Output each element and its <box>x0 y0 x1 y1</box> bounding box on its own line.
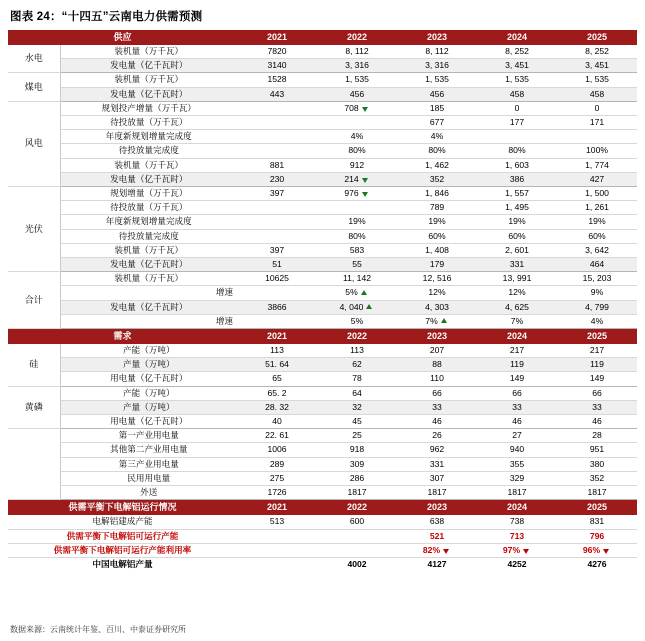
table-row <box>8 429 637 443</box>
data-cell <box>317 201 397 215</box>
row-label: 发电量（亿千瓦时） <box>60 300 237 314</box>
header-year-2021: 2021 <box>237 30 317 45</box>
data-cell: 458 <box>477 87 557 101</box>
data-cell: 5% <box>317 314 397 328</box>
data-cell: 8, 112 <box>397 45 477 59</box>
row-label: 增速 <box>60 286 237 300</box>
header-category-label: 供应 <box>8 30 237 45</box>
data-cell: 638 <box>397 515 477 529</box>
data-cell: 9% <box>557 286 637 300</box>
data-cell: 3, 642 <box>557 243 637 257</box>
data-cell: 677 <box>397 116 477 130</box>
data-cell: 66 <box>557 386 637 400</box>
row-group-label <box>8 429 60 500</box>
data-cell: 65. 2 <box>237 386 317 400</box>
table-row <box>8 158 637 172</box>
data-cell <box>237 286 317 300</box>
data-cell: 12% <box>397 286 477 300</box>
data-cell <box>237 529 317 543</box>
row-group-label: 水电 <box>8 45 60 73</box>
data-cell: 4, 625 <box>477 300 557 314</box>
data-cell: 8, 112 <box>317 45 397 59</box>
down-arrow-icon <box>603 549 609 554</box>
table-row <box>8 45 637 59</box>
data-cell: 214 <box>317 172 397 186</box>
data-cell <box>237 116 317 130</box>
row-group-label: 风电 <box>8 101 60 186</box>
data-cell: 46 <box>477 415 557 429</box>
data-cell: 5% <box>317 286 397 300</box>
row-group-label: 硅 <box>8 344 60 386</box>
table-row <box>8 515 637 529</box>
table-row <box>8 400 637 414</box>
table-row <box>8 272 637 286</box>
table-row <box>8 87 637 101</box>
table-header-row <box>8 329 637 345</box>
data-cell: 1, 500 <box>557 187 637 201</box>
down-arrow-icon <box>523 549 529 554</box>
header-year-2022: 2022 <box>317 30 397 45</box>
row-label: 装机量（万千瓦） <box>60 45 237 59</box>
data-cell: 796 <box>557 529 637 543</box>
data-cell <box>317 116 397 130</box>
table-row <box>8 130 637 144</box>
data-cell: 275 <box>237 471 317 485</box>
data-cell: 1, 535 <box>397 73 477 87</box>
header-year-2024: 2024 <box>477 329 557 345</box>
data-cell: 19% <box>397 215 477 229</box>
data-cell: 46 <box>557 415 637 429</box>
data-cell: 1817 <box>317 486 397 500</box>
data-cell: 149 <box>557 372 637 386</box>
row-label: 待投放量完成度 <box>60 144 237 158</box>
data-cell: 1, 462 <box>397 158 477 172</box>
row-label: 年度新规划增量完成度 <box>60 215 237 229</box>
data-cell: 600 <box>317 515 397 529</box>
page-title: 图表 24：“十四五”云南电力供需预测 <box>10 11 203 23</box>
row-label: 装机量（万千瓦） <box>60 158 237 172</box>
row-label: 装机量（万千瓦） <box>60 243 237 257</box>
table-row <box>8 486 637 500</box>
data-cell: 60% <box>397 229 477 243</box>
data-cell: 3866 <box>237 300 317 314</box>
table-row <box>8 73 637 87</box>
data-cell: 88 <box>397 358 477 372</box>
row-group-label: 黄磷 <box>8 386 60 429</box>
header-year-2025: 2025 <box>557 30 637 45</box>
header-year-2022: 2022 <box>317 500 397 516</box>
data-cell: 46 <box>397 415 477 429</box>
data-cell: 1817 <box>557 486 637 500</box>
header-year-2022: 2022 <box>317 329 397 345</box>
data-cell: 65 <box>237 372 317 386</box>
data-cell: 100% <box>557 144 637 158</box>
row-label: 规划增量（万千瓦） <box>60 187 237 201</box>
data-cell: 177 <box>477 116 557 130</box>
data-cell: 82% <box>397 543 477 557</box>
data-cell: 185 <box>397 101 477 115</box>
data-cell: 3, 451 <box>477 59 557 73</box>
data-cell: 12% <box>477 286 557 300</box>
data-cell: 3, 316 <box>317 59 397 73</box>
data-cell <box>237 130 317 144</box>
data-cell: 62 <box>317 358 397 372</box>
row-label: 外送 <box>60 486 237 500</box>
data-cell: 8, 252 <box>557 45 637 59</box>
table-row <box>8 229 637 243</box>
data-cell: 7% <box>477 314 557 328</box>
table-row <box>8 386 637 400</box>
data-cell: 397 <box>237 243 317 257</box>
data-cell <box>557 130 637 144</box>
table-row <box>8 415 637 429</box>
table-row <box>8 557 637 571</box>
table-row <box>8 187 637 201</box>
data-cell: 33 <box>477 400 557 414</box>
up-arrow-icon <box>361 290 367 295</box>
down-arrow-icon <box>362 192 368 197</box>
data-cell: 217 <box>557 344 637 358</box>
data-cell: 331 <box>477 258 557 272</box>
down-arrow-icon <box>443 549 449 554</box>
row-group-label: 光伏 <box>8 187 60 272</box>
header-year-2025: 2025 <box>557 500 637 516</box>
data-cell: 962 <box>397 443 477 457</box>
data-cell: 4, 040 <box>317 300 397 314</box>
data-cell <box>237 314 317 328</box>
data-cell: 207 <box>397 344 477 358</box>
table-row <box>8 543 637 557</box>
data-cell: 119 <box>477 358 557 372</box>
data-cell: 1, 535 <box>317 73 397 87</box>
data-cell: 4, 799 <box>557 300 637 314</box>
table-row <box>8 471 637 485</box>
data-cell: 881 <box>237 158 317 172</box>
row-label: 待投放量（万千瓦） <box>60 201 237 215</box>
data-cell: 1, 557 <box>477 187 557 201</box>
data-cell: 80% <box>477 144 557 158</box>
row-label: 产量（万吨） <box>60 358 237 372</box>
data-cell: 1, 535 <box>477 73 557 87</box>
table-header-row <box>8 500 637 516</box>
data-cell: 80% <box>397 144 477 158</box>
data-cell: 78 <box>317 372 397 386</box>
data-cell: 456 <box>317 87 397 101</box>
row-label: 发电量（亿千瓦时） <box>60 87 237 101</box>
header-year-2023: 2023 <box>397 329 477 345</box>
table-row <box>8 529 637 543</box>
data-cell: 4276 <box>557 557 637 571</box>
data-cell: 3, 451 <box>557 59 637 73</box>
header-category-label: 供需平衡下电解铝运行情况 <box>8 500 237 516</box>
down-arrow-icon <box>362 107 368 112</box>
data-cell: 4002 <box>317 557 397 571</box>
row-label: 第三产业用电量 <box>60 457 237 471</box>
data-cell: 355 <box>477 457 557 471</box>
data-cell: 918 <box>317 443 397 457</box>
data-cell: 951 <box>557 443 637 457</box>
row-label: 民用用电量 <box>60 471 237 485</box>
table-row <box>8 443 637 457</box>
data-cell: 331 <box>397 457 477 471</box>
data-cell: 1817 <box>397 486 477 500</box>
data-cell: 713 <box>477 529 557 543</box>
table-row <box>8 144 637 158</box>
table-row <box>8 172 637 186</box>
data-cell: 521 <box>397 529 477 543</box>
up-arrow-icon <box>441 318 447 323</box>
data-cell: 27 <box>477 429 557 443</box>
data-cell: 289 <box>237 457 317 471</box>
data-cell: 119 <box>557 358 637 372</box>
data-cell: 708 <box>317 101 397 115</box>
up-arrow-icon <box>366 304 372 309</box>
row-label: 供需平衡下电解铝可运行产能利用率 <box>8 543 237 557</box>
header-year-2021: 2021 <box>237 329 317 345</box>
row-label: 产能（万吨） <box>60 344 237 358</box>
data-cell: 15, 203 <box>557 272 637 286</box>
data-cell: 4% <box>317 130 397 144</box>
table-row <box>8 201 637 215</box>
data-cell: 64 <box>317 386 397 400</box>
row-label: 发电量（亿千瓦时） <box>60 59 237 73</box>
data-cell: 26 <box>397 429 477 443</box>
header-year-2025: 2025 <box>557 329 637 345</box>
data-cell <box>317 529 397 543</box>
data-cell: 3140 <box>237 59 317 73</box>
data-cell: 4127 <box>397 557 477 571</box>
data-cell: 583 <box>317 243 397 257</box>
data-cell: 4252 <box>477 557 557 571</box>
data-cell: 13, 991 <box>477 272 557 286</box>
data-cell: 66 <box>477 386 557 400</box>
data-cell: 1, 774 <box>557 158 637 172</box>
data-cell: 32 <box>317 400 397 414</box>
data-cell: 66 <box>397 386 477 400</box>
source-note: 数据来源：云南统计年鉴、百川、中泰证券研究所 <box>10 625 186 634</box>
table-row <box>8 258 637 272</box>
data-cell: 3, 316 <box>397 59 477 73</box>
data-cell: 307 <box>397 471 477 485</box>
header-year-2024: 2024 <box>477 30 557 45</box>
data-cell: 28. 32 <box>237 400 317 414</box>
data-cell: 912 <box>317 158 397 172</box>
table-row <box>8 215 637 229</box>
data-cell: 51 <box>237 258 317 272</box>
data-cell: 738 <box>477 515 557 529</box>
row-label: 用电量（亿千瓦时） <box>60 415 237 429</box>
data-cell <box>237 543 317 557</box>
data-cell: 976 <box>317 187 397 201</box>
data-cell: 329 <box>477 471 557 485</box>
data-cell: 4, 303 <box>397 300 477 314</box>
row-label: 待投放量完成度 <box>60 229 237 243</box>
row-label: 电解铝建成产能 <box>8 515 237 529</box>
table-row <box>8 344 637 358</box>
data-cell: 1006 <box>237 443 317 457</box>
row-label: 规划投产增量（万千瓦） <box>60 101 237 115</box>
data-cell: 230 <box>237 172 317 186</box>
data-cell: 11, 142 <box>317 272 397 286</box>
data-cell <box>237 557 317 571</box>
row-label: 增速 <box>60 314 237 328</box>
row-label: 发电量（亿千瓦时） <box>60 258 237 272</box>
data-cell: 97% <box>477 543 557 557</box>
table-row <box>8 116 637 130</box>
data-cell: 4% <box>557 314 637 328</box>
data-cell: 60% <box>557 229 637 243</box>
row-group-label: 合计 <box>8 272 60 329</box>
table-row <box>8 372 637 386</box>
data-cell: 60% <box>477 229 557 243</box>
data-cell: 80% <box>317 144 397 158</box>
data-cell: 179 <box>397 258 477 272</box>
table-row <box>8 457 637 471</box>
data-cell: 217 <box>477 344 557 358</box>
data-cell <box>237 201 317 215</box>
data-cell: 1817 <box>477 486 557 500</box>
data-cell: 113 <box>317 344 397 358</box>
data-cell: 4% <box>397 130 477 144</box>
data-cell: 110 <box>397 372 477 386</box>
data-cell: 80% <box>317 229 397 243</box>
data-cell: 0 <box>557 101 637 115</box>
data-cell: 1, 261 <box>557 201 637 215</box>
data-cell <box>237 229 317 243</box>
data-cell <box>317 543 397 557</box>
data-cell: 386 <box>477 172 557 186</box>
table-row <box>8 300 637 314</box>
forecast-table <box>8 30 637 571</box>
table-row <box>8 101 637 115</box>
data-cell: 33 <box>397 400 477 414</box>
data-cell: 8, 252 <box>477 45 557 59</box>
data-cell: 12, 516 <box>397 272 477 286</box>
data-cell: 427 <box>557 172 637 186</box>
row-label: 产能（万吨） <box>60 386 237 400</box>
data-cell: 397 <box>237 187 317 201</box>
data-cell: 171 <box>557 116 637 130</box>
table-row <box>8 59 637 73</box>
row-label: 用电量（亿千瓦时） <box>60 372 237 386</box>
header-year-2021: 2021 <box>237 500 317 516</box>
data-cell: 464 <box>557 258 637 272</box>
data-cell: 513 <box>237 515 317 529</box>
table-row <box>8 243 637 257</box>
row-label: 中国电解铝产量 <box>8 557 237 571</box>
data-cell: 25 <box>317 429 397 443</box>
data-cell: 1726 <box>237 486 317 500</box>
table-header-row <box>8 30 637 45</box>
data-cell: 10625 <box>237 272 317 286</box>
data-cell <box>237 215 317 229</box>
row-group-label: 煤电 <box>8 73 60 101</box>
data-cell: 1, 495 <box>477 201 557 215</box>
row-label: 装机量（万千瓦） <box>60 272 237 286</box>
row-label: 发电量（亿千瓦时） <box>60 172 237 186</box>
header-category-label: 需求 <box>8 329 237 345</box>
data-cell: 40 <box>237 415 317 429</box>
row-label: 其他第二产业用电量 <box>60 443 237 457</box>
data-cell: 380 <box>557 457 637 471</box>
row-label: 待投放量（万千瓦） <box>60 116 237 130</box>
data-cell: 19% <box>317 215 397 229</box>
table-row <box>8 286 637 300</box>
data-cell: 789 <box>397 201 477 215</box>
data-cell: 456 <box>397 87 477 101</box>
table-row <box>8 358 637 372</box>
data-cell: 352 <box>397 172 477 186</box>
row-label: 供需平衡下电解铝可运行产能 <box>8 529 237 543</box>
data-cell: 28 <box>557 429 637 443</box>
data-cell: 7820 <box>237 45 317 59</box>
data-cell: 113 <box>237 344 317 358</box>
data-cell: 309 <box>317 457 397 471</box>
data-cell: 1528 <box>237 73 317 87</box>
data-cell: 33 <box>557 400 637 414</box>
data-cell: 149 <box>477 372 557 386</box>
header-year-2023: 2023 <box>397 30 477 45</box>
data-cell: 7% <box>397 314 477 328</box>
data-cell: 940 <box>477 443 557 457</box>
data-cell: 19% <box>557 215 637 229</box>
data-cell: 831 <box>557 515 637 529</box>
data-cell: 352 <box>557 471 637 485</box>
data-cell <box>237 144 317 158</box>
data-cell: 19% <box>477 215 557 229</box>
header-year-2023: 2023 <box>397 500 477 516</box>
data-cell: 1, 846 <box>397 187 477 201</box>
data-cell: 51. 64 <box>237 358 317 372</box>
data-cell: 96% <box>557 543 637 557</box>
data-cell: 458 <box>557 87 637 101</box>
header-year-2024: 2024 <box>477 500 557 516</box>
row-label: 年度新规划增量完成度 <box>60 130 237 144</box>
data-cell: 2, 601 <box>477 243 557 257</box>
row-label: 装机量（万千瓦） <box>60 73 237 87</box>
data-cell: 1, 603 <box>477 158 557 172</box>
data-cell <box>477 130 557 144</box>
table-row <box>8 314 637 328</box>
data-cell: 286 <box>317 471 397 485</box>
data-cell: 55 <box>317 258 397 272</box>
down-arrow-icon <box>362 178 368 183</box>
row-label: 产量（万吨） <box>60 400 237 414</box>
data-cell <box>237 101 317 115</box>
data-cell: 45 <box>317 415 397 429</box>
data-cell: 0 <box>477 101 557 115</box>
data-cell: 443 <box>237 87 317 101</box>
row-label: 第一产业用电量 <box>60 429 237 443</box>
data-cell: 1, 408 <box>397 243 477 257</box>
data-cell: 22. 61 <box>237 429 317 443</box>
data-cell: 1, 535 <box>557 73 637 87</box>
